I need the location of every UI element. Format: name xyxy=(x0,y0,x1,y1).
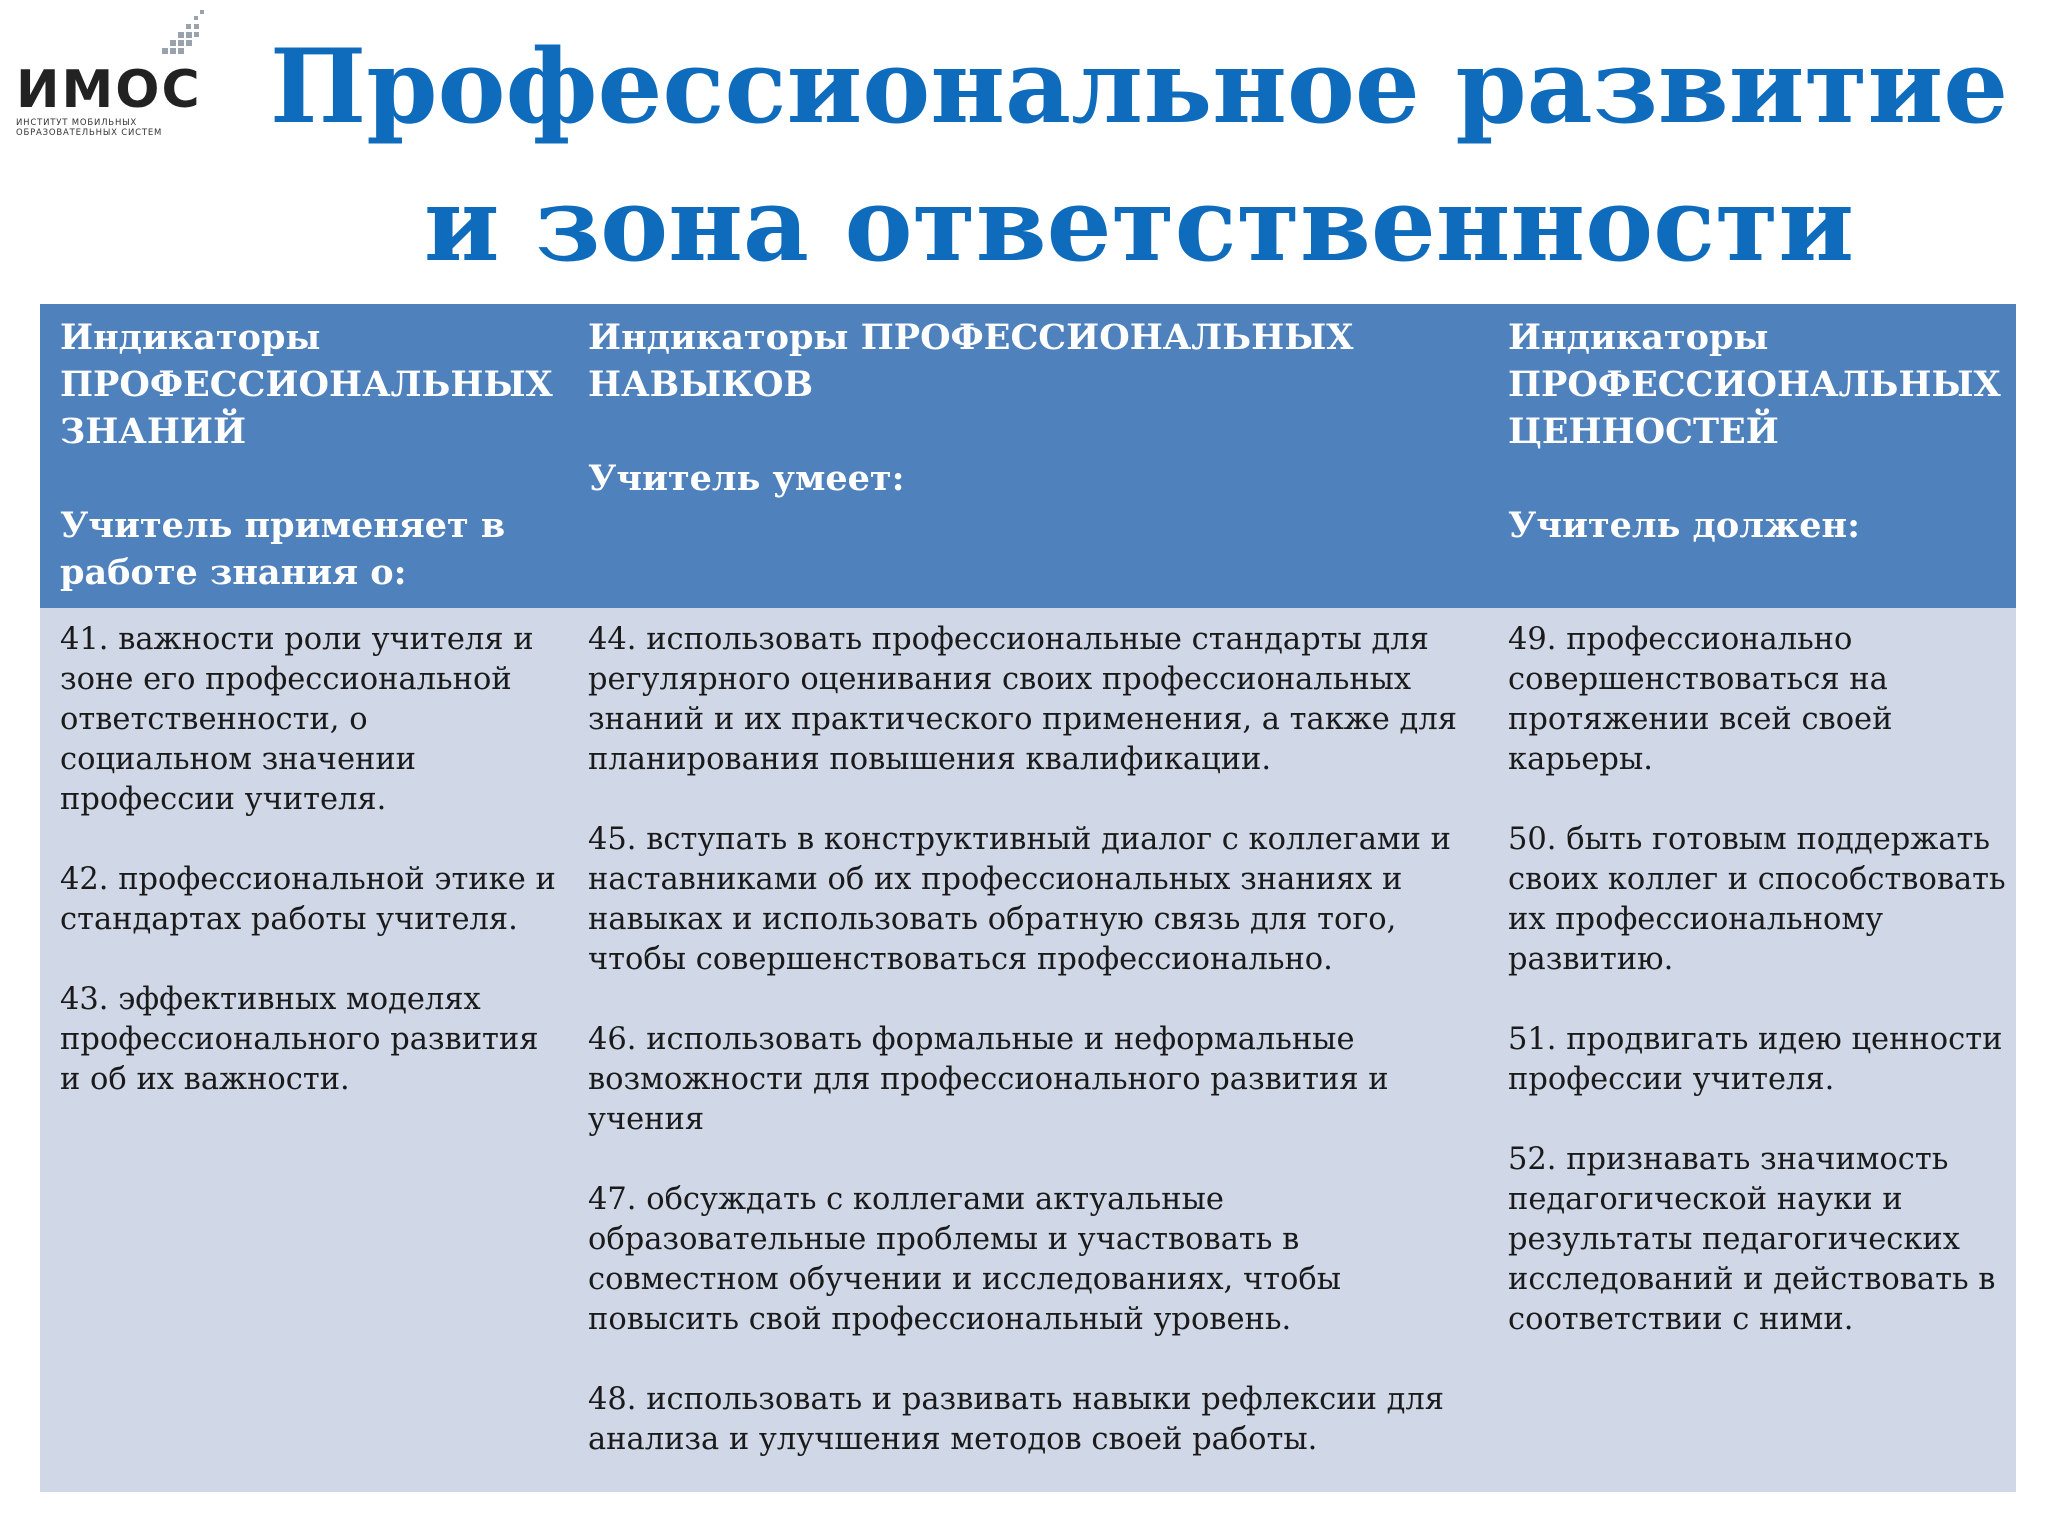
list-item: 46. использовать формальные и неформальные возможности для профессионального развития и учения xyxy=(588,1022,1389,1137)
header-subtitle: Учитель должен: xyxy=(1508,505,1861,546)
header-cell-skills: Индикаторы ПРОФЕССИОНАЛЬНЫХ НАВЫКОВ Учитель умеет: xyxy=(588,314,1468,502)
logo-subtitle: ИНСТИТУТ МОБИЛЬНЫХ ОБРАЗОВАТЕЛЬНЫХ СИСТЕМ xyxy=(16,118,163,138)
page-title xyxy=(250,18,2028,294)
table-header xyxy=(40,304,2016,608)
header-cell-values: Индикаторы ПРОФЕССИОНАЛЬНЫХ ЦЕННОСТЕЙ Учитель должен: xyxy=(1508,314,2008,549)
page-title-line-2: и зона ответственности xyxy=(423,165,1855,285)
list-item: 42. профессиональной этике и стандартах работы учителя. xyxy=(60,862,556,937)
header-cell-knowledge: Индикаторы ПРОФЕССИОНАЛЬНЫХ ЗНАНИЙ Учитель применяет в работе знания о: xyxy=(60,314,560,596)
logo-graphic-icon xyxy=(12,8,248,68)
list-item: 52. признавать значимость педагогической науки и результаты педагогических исследований и действовать в соответствии с ними. xyxy=(1508,1142,1996,1337)
header-subtitle: Учитель применяет в xyxy=(60,505,506,546)
list-item: 41. важности роли учителя и зоне его профессиональной ответственности, о социальном значении профессии учителя. xyxy=(60,622,534,817)
indicators-table xyxy=(40,304,2016,1492)
list-item: 43. эффективных моделях профессионального развития и об их важности. xyxy=(60,982,539,1097)
header-subtitle: Учитель умеет: xyxy=(588,458,905,499)
list-item: 48. использовать и развивать навыки рефлексии для анализа и улучшения методов своей работы. xyxy=(588,1382,1445,1457)
body-cell-values xyxy=(1508,620,2008,1380)
list-item: 51. продвигать идею ценности профессии учителя. xyxy=(1508,1022,2003,1097)
list-item: 44. использовать профессиональные стандарты для регулярного оценивания своих профессиональных знаний и их практического применения, а также для планирования повышения квалификации. xyxy=(588,622,1457,777)
list-item: 49. профессионально совершенствоваться на протяжении всей своей карьеры. xyxy=(1508,622,1893,777)
list-item: 47. обсуждать с коллегами актуальные образовательные проблемы и участвовать в совместном обучении и исследованиях, чтобы повысить свой профессиональный уровень. xyxy=(588,1182,1341,1337)
list-item: 45. вступать в конструктивный диалог с коллегами и наставниками об их профессиональных знаниях и навыках и использовать обратную связь для того, чтобы совершенствоваться профессионально. xyxy=(588,822,1452,977)
body-cell-knowledge xyxy=(60,620,560,1140)
page-title-line-1: Профессиональное развитие xyxy=(269,27,2009,147)
body-cell-skills xyxy=(588,620,1468,1500)
list-item: 50. быть готовым поддержать своих коллег и способствовать их профессиональному развитию. xyxy=(1508,822,2006,977)
logo xyxy=(12,8,248,138)
logo-letters: ИМОС xyxy=(16,60,202,120)
